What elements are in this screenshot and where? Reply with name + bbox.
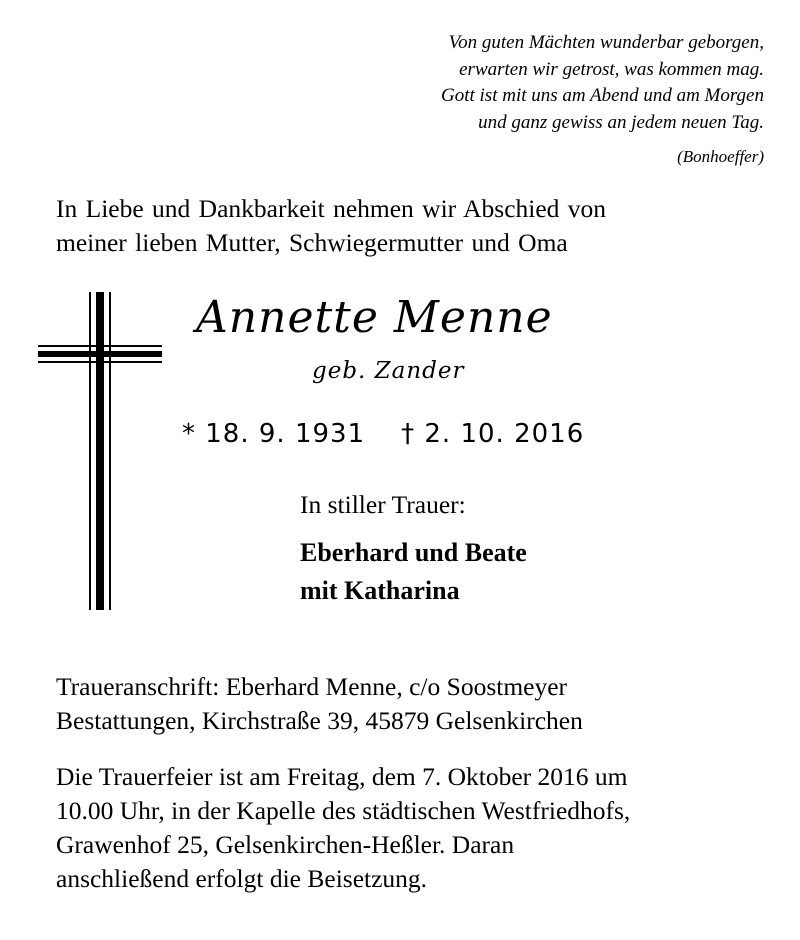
death-date: † 2. 10. 2016: [401, 419, 585, 449]
poem-block: [244, 30, 764, 171]
address-line: Traueranschrift: Eberhard Menne, c/o Soostmeyer: [56, 672, 568, 701]
cross-icon: [38, 292, 164, 612]
mourner-line: mit Katharina: [300, 576, 460, 605]
address-line: Bestattungen, Kirchstraße 39, 45879 Gelsenkirchen: [56, 706, 583, 735]
poem-line: und ganz gewiss an jedem neuen Tag.: [478, 111, 764, 133]
ceremony-line: Grawenhof 25, Gelsenkirchen-Heßler. Daran: [56, 830, 515, 859]
intro-text: [56, 192, 776, 260]
poem-author: (Bonhoeffer): [677, 147, 764, 166]
life-dates: [182, 416, 584, 452]
mourners-names: [300, 534, 527, 610]
intro-line: meiner lieben Mutter, Schwiegermutter und Oma: [56, 228, 568, 257]
mourners-label: In stiller Trauer:: [300, 490, 466, 519]
poem-line: erwarten wir getrost, was kommen mag.: [459, 58, 764, 80]
maiden-name: geb. Zander: [312, 358, 465, 384]
ceremony-line: 10.00 Uhr, in der Kapelle des städtischen Westfriedhofs,: [56, 796, 631, 825]
mourning-address: [56, 670, 776, 738]
mourner-line: Eberhard und Beate: [300, 538, 527, 567]
poem-line: Von guten Mächten wunderbar geborgen,: [448, 32, 764, 53]
ceremony-info: [56, 760, 776, 896]
poem-line: Gott ist mit uns am Abend und am Morgen: [441, 85, 764, 106]
birth-date: * 18. 9. 1931: [182, 419, 366, 449]
ceremony-line: anschließend erfolgt die Beisetzung.: [56, 864, 428, 893]
ceremony-line: Die Trauerfeier ist am Freitag, dem 7. Oktober 2016 um: [56, 762, 628, 791]
deceased-name: Annette Menne: [196, 292, 553, 343]
intro-line: In Liebe und Dankbarkeit nehmen wir Abschied von: [56, 194, 607, 223]
